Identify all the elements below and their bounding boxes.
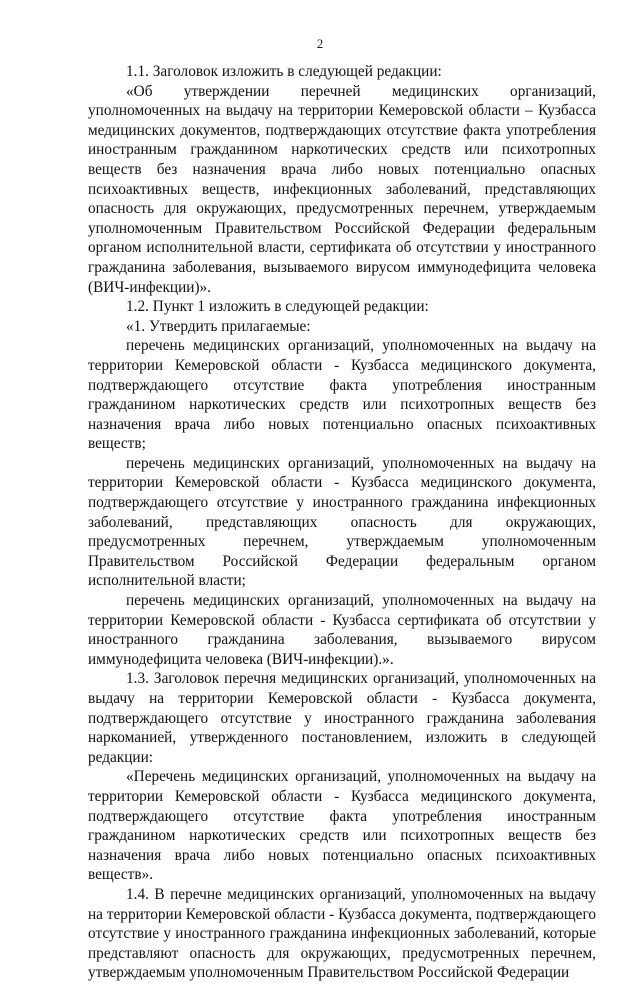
paragraph-1-2-heading: 1.2. Пункт 1 изложить в следующей редакции: (126, 298, 429, 316)
paragraph-list-infections: перечень медицинских организаций, уполномоченных на выдачу на территории Кемеровской области - Кузбасса медицинского документа, подтверждающего отсутствие у иностранного гражданина инфекционных заболеваний, представляющих опасность для окружающих, предусмотренных перечнем, утверждаемым уполномоченным Правительством Российской Федерации федеральным органом исполнительной власти; (88, 454, 596, 590)
page-number: 2 (316, 36, 324, 51)
paragraph-list-hiv: перечень медицинских организаций, уполномоченных на выдачу на территории Кемеровской области - Кузбасса сертификата об отсутствии у иностранного гражданина заболевания, вызываемого вирусом иммунодефицита человека (ВИЧ-инфекции).». (88, 592, 596, 668)
paragraph-1-4: 1.4. В перечне медицинских организаций, уполномоченных на выдачу на территории Кемеровской области - Кузбасса документа, подтверждающего отсутствие у иностранного гражданина инфекционных заболеваний, которые представляют опасность для окружающих, предусмотренных перечнем, утверждаемым уполномоченным Правительством Российской Федерации (88, 885, 596, 982)
paragraph-new-list-title: «Перечень медицинских организаций, уполномоченных на выдачу на территории Кемеровской области - Кузбасса медицинского документа, подтверждающего отсутствие факта употребления иностранным гражданином наркотических средств или психотропных веществ без назначения врача либо новых потенциально опасных психоактивных веществ». (88, 768, 596, 884)
paragraph-new-title: «Об утверждении перечней медицинских организаций, уполномоченных на выдачу на территории Кемеровской области – Кузбасса медицинских документов, подтверждающих отсутствие факта употребления иностранным гражданином наркотических средств или психотропных веществ без назначения врача либо новых потенциально опасных психоактивных веществ, инфекционных заболеваний, представляющих опасность для окружающих, предусмотренных перечнем, утверждаемым уполномоченным Правительством Российской Федерации федеральным органом исполнительной власти, сертификата об отсутствии у иностранного гражданина заболевания, вызываемого вирусом иммунодефицита человека (ВИЧ-инфекции)». (88, 82, 596, 296)
paragraph-list-narcotics: перечень медицинских организаций, уполномоченных на выдачу на территории Кемеровской области - Кузбасса медицинского документа, подтверждающего отсутствие факта употребления иностранным гражданином наркотических средств или психотропных веществ без назначения врача либо новых потенциально опасных психоактивных веществ; (88, 337, 596, 453)
paragraph-approve: «1. Утвердить прилагаемые: (126, 317, 311, 335)
paragraph-1-3: 1.3. Заголовок перечня медицинских организаций, уполномоченных на выдачу на территории Кемеровской области - Кузбасса документа, подтверждающего отсутствие у иностранного гражданина заболевания наркоманией, утвержденного постановлением, изложить в следующей редакции: (88, 670, 596, 766)
document-body (88, 62, 596, 983)
paragraph-1-1-heading: 1.1. Заголовок изложить в следующей редакции: (126, 63, 442, 80)
